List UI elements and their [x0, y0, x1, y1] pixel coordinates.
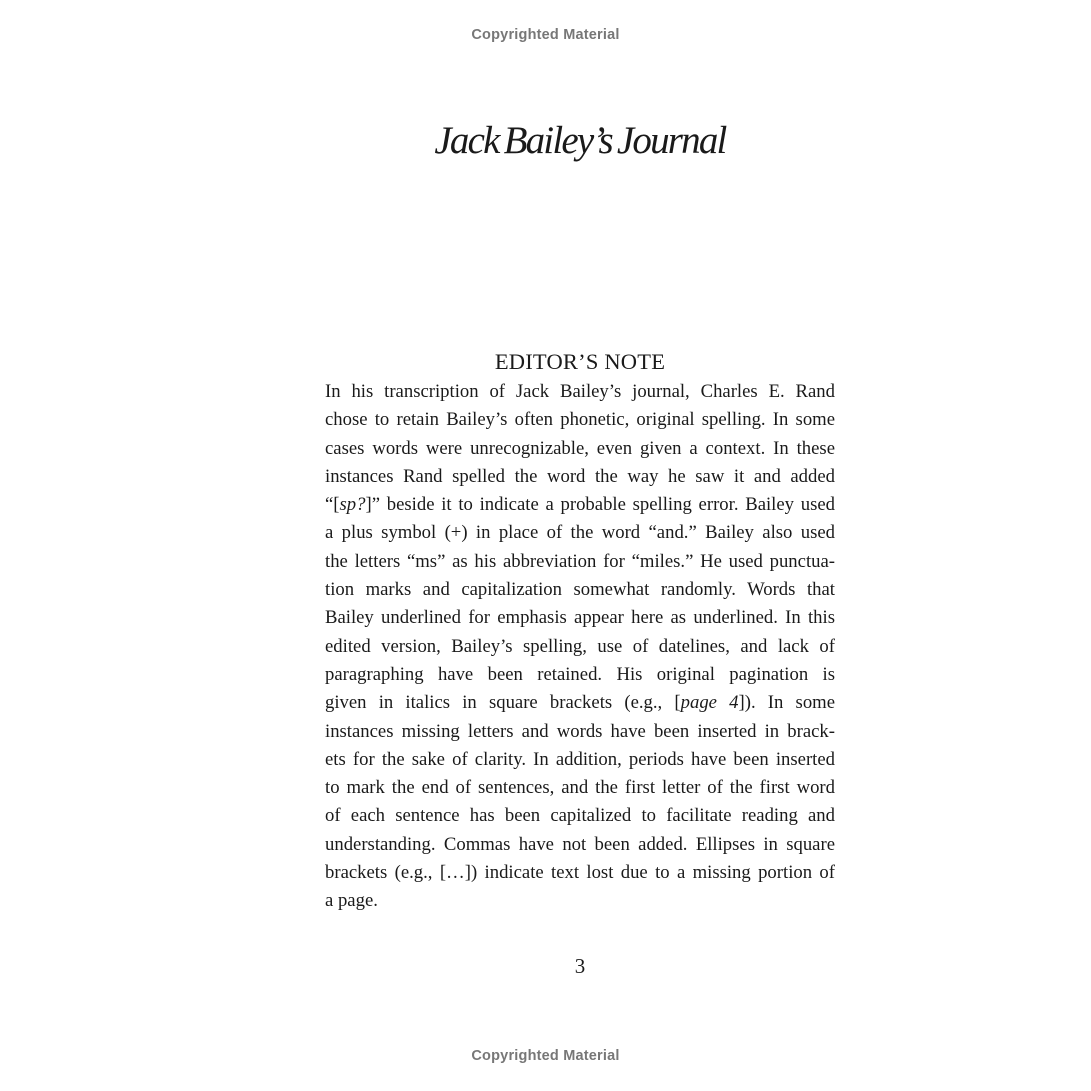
italic-page-example: page 4 [680, 692, 739, 714]
section-heading: EDITOR’S NOTE [494, 349, 666, 374]
body-line: the letters “ms” as his abbreviation for “miles.” He used punctua- [325, 550, 835, 572]
body-line: paragraphing have been retained. His original pagination is [325, 663, 835, 685]
body-text-fragment: ]” beside it to indicate a probable spelling error. Bailey used [365, 494, 835, 516]
body-line: instances Rand spelled the word the way he saw it and added [325, 465, 835, 487]
copyright-watermark-top: Copyrighted Material [471, 27, 620, 43]
italic-sp-marker: sp? [339, 494, 366, 516]
body-text-fragment: ]). In some [738, 692, 835, 714]
body-line: instances missing letters and words have been inserted in brack- [325, 720, 835, 742]
page-number: 3 [574, 954, 586, 978]
body-line: In his transcription of Jack Bailey’s journal, Charles E. Rand [325, 381, 835, 402]
body-line: ets for the sake of clarity. In addition, periods have been inserted [325, 748, 835, 770]
body-line: brackets (e.g., […]) indicate text lost due to a missing portion of [325, 862, 835, 884]
copyright-watermark-bottom: Copyrighted Material [471, 1048, 620, 1064]
body-line: of each sentence has been capitalized to facilitate reading and [325, 805, 835, 827]
body-line: chose to retain Bailey’s often phonetic, original spelling. In some [325, 409, 835, 431]
body-line: tion marks and capitalization somewhat randomly. Words that [325, 579, 835, 601]
book-title: Jack Bailey’s Journal [434, 119, 726, 162]
editors-note-body [325, 378, 835, 916]
body-line: a page. [325, 890, 378, 912]
body-text-fragment: “[ [325, 494, 340, 516]
body-line: understanding. Commas have not been added. Ellipses in square [325, 833, 835, 855]
body-line [325, 491, 835, 519]
body-line: edited version, Bailey’s spelling, use of datelines, and lack of [325, 635, 835, 657]
body-line [325, 689, 835, 717]
body-line: to mark the end of sentences, and the first letter of the first word [325, 777, 835, 799]
body-line: Bailey underlined for emphasis appear here as underlined. In this [325, 607, 835, 629]
body-line: cases words were unrecognizable, even given a context. In these [325, 437, 835, 459]
body-line: a plus symbol (+) in place of the word “and.” Bailey also used [325, 522, 835, 544]
body-text-fragment: given in italics in square brackets (e.g., [ [325, 692, 681, 714]
